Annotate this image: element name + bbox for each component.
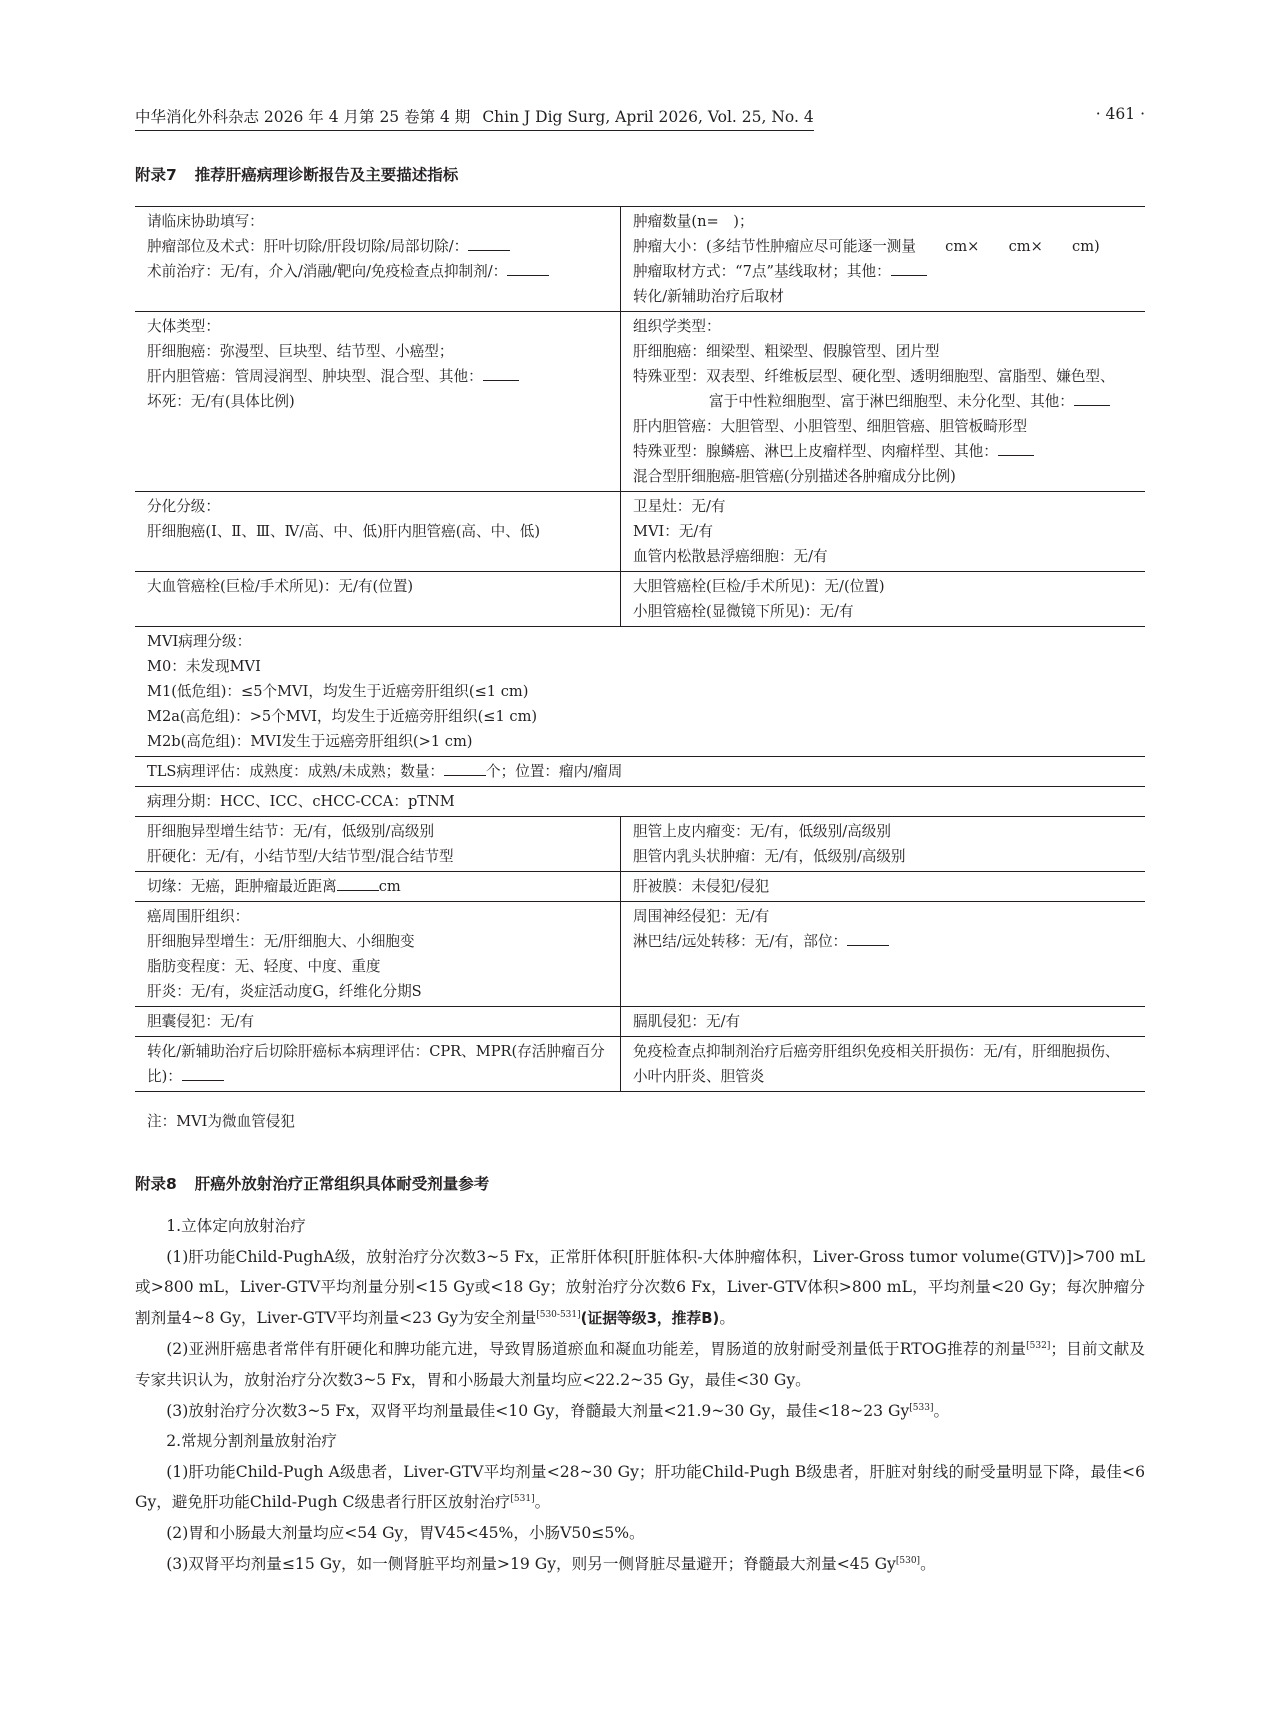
table-cell (135, 627, 1145, 757)
appendix8-title (135, 1172, 489, 1194)
cell-line: M0：未发现MVI (147, 658, 261, 675)
table-row (135, 312, 1145, 492)
cell-line: 转化/新辅助治疗后取材 (633, 288, 784, 305)
citation[interactable]: [530-531] (536, 1309, 581, 1320)
cell-line: 肿瘤部位及术式：肝叶切除/肝段切除/局部切除/： (147, 234, 608, 259)
subsection-heading: 1.立体定向放射治疗 (166, 1217, 306, 1235)
cell-line: 特殊亚型：腺鳞癌、淋巴上皮瘤样型、肉瘤样型、其他： (633, 439, 1133, 464)
table-cell (135, 902, 621, 1007)
cell-line: 大胆管癌栓(巨检/手术所见)：无/(位置) (633, 578, 885, 595)
appendix8-number: 附录8 (135, 1175, 177, 1193)
cell-line: M2a(高危组)：>5个MVI，均发生于近癌旁肝组织(≤1 cm) (147, 708, 538, 725)
cell-line: 肝内胆管癌：管周浸润型、肿块型、混合型、其他： (147, 364, 608, 389)
table-cell (621, 902, 1146, 1007)
cell-line: 请临床协助填写： (147, 213, 264, 230)
cell-line: 胆囊侵犯：无/有 (147, 1013, 255, 1030)
cell-line: 周围神经侵犯：无/有 (633, 908, 770, 925)
table-cell (621, 1007, 1146, 1037)
appendix8-body (135, 1211, 1145, 1579)
subsection-heading: 2.常规分割剂量放射治疗 (166, 1432, 338, 1451)
fill-blank[interactable] (1074, 391, 1110, 406)
table-row (135, 1037, 1145, 1092)
table-cell (621, 572, 1146, 627)
cell-line: 肿瘤数量(n= )； (633, 213, 754, 230)
paragraph: (1)肝功能Child-PughA级，放射治疗分次数3~5 Fx，正常肝体积[肝脏体积-大体肿瘤体积，Liver-Gross tumor volume(GTV)]>700 mL或>800 mL，Liver-GTV平均剂量分别<15 Gy或<18 Gy；放射治疗分次数6 Fx，Liver-GTV体积>800 mL，平均剂量<20 Gy；每次肿瘤分割剂量4~8 Gy，Liver-GTV平均剂量<23 Gy为安全剂量[530-531](证据等级3，推荐B)。 (135, 1247, 1145, 1327)
appendix7-number: 附录7 (135, 166, 177, 184)
table-row (135, 817, 1145, 872)
paragraph: (3)放射治疗分次数3~5 Fx，双肾平均剂量最佳<10 Gy，脊髓最大剂量<21.9~30 Gy，最佳<18~23 Gy[533]。 (166, 1401, 950, 1420)
table-row (135, 627, 1145, 757)
cell-line: 混合型肝细胞癌-胆管癌(分别描述各肿瘤成分比例) (633, 468, 956, 485)
table-cell (135, 312, 621, 492)
fill-blank[interactable] (337, 876, 379, 891)
appendix8-heading: 肝癌外放射治疗正常组织具体耐受剂量参考 (194, 1175, 490, 1193)
cell-line: 分化分级： (147, 498, 220, 515)
table-cell (135, 1037, 621, 1092)
cell-line: 胆管上皮内瘤变：无/有，低级别/高级别 (633, 823, 891, 840)
cell-line: 免疫检查点抑制剂治疗后癌旁肝组织免疫相关肝损伤：无/有，肝细胞损伤、小叶内肝炎、胆管炎 (633, 1043, 1120, 1085)
table-cell (135, 1007, 621, 1037)
citation[interactable]: [532] (1026, 1341, 1051, 1352)
table-row (135, 1007, 1145, 1037)
cell-line: 血管内松散悬浮癌细胞：无/有 (633, 548, 828, 565)
table-row (135, 492, 1145, 572)
table-note: 注：MVI为微血管侵犯 (147, 1113, 295, 1130)
cell-line: MVI病理分级： (147, 633, 252, 650)
cell-line: 肝炎：无/有，炎症活动度G，纤维化分期S (147, 983, 422, 1000)
cell-line: 肝细胞癌(Ⅰ、Ⅱ、Ⅲ、Ⅳ/高、中、低)肝内胆管癌(高、中、低) (147, 523, 541, 540)
cell-line: TLS病理评估：成熟度：成熟/未成熟；数量： 个；位置：瘤内/瘤周 (147, 763, 623, 780)
cell-line: 脂肪变程度：无、轻度、中度、重度 (147, 958, 381, 975)
cell-line: 膈肌侵犯：无/有 (633, 1013, 741, 1030)
cell-line: M1(低危组)：≤5个MVI，均发生于近癌旁肝组织(≤1 cm) (147, 683, 529, 700)
cell-line: 胆管内乳头状肿瘤：无/有，低级别/高级别 (633, 848, 906, 865)
pathology-report-table (135, 206, 1145, 1092)
cell-line: 肝细胞癌：弥漫型、巨块型、结节型、小癌型； (147, 343, 454, 360)
cell-line: 富于中性粒细胞型、富于淋巴细胞型、未分化型、其他： (633, 389, 1133, 414)
table-row (135, 902, 1145, 1007)
table-cell (621, 207, 1146, 312)
citation[interactable]: [530] (895, 1555, 921, 1566)
paragraph: (2)胃和小肠最大剂量均应<54 Gy，胃V45<45%，小肠V50≤5%。 (166, 1523, 645, 1542)
table-row (135, 207, 1145, 312)
table-cell (135, 572, 621, 627)
fill-blank[interactable] (847, 931, 889, 946)
cell-line: 肝硬化：无/有，小结节型/大结节型/混合结节型 (147, 848, 454, 865)
cell-line: 淋巴结/远处转移：无/有，部位： (633, 929, 1133, 954)
cell-line: 组织学类型： (633, 318, 721, 335)
cell-line: 肿瘤取材方式：“7点”基线取材；其他： (633, 259, 1133, 284)
cell-line: 肝细胞异型增生：无/肝细胞大、小细胞变 (147, 933, 415, 950)
table-cell (135, 207, 621, 312)
running-header (135, 105, 1145, 129)
paragraph: (3)双肾平均剂量≤15 Gy，如一侧肾脏平均剂量>19 Gy，则另一侧肾脏尽量避开；脊髓最大剂量<45 Gy[530]。 (166, 1554, 936, 1573)
cell-line: 肝内胆管癌：大胆管型、小胆管型、细胆管癌、胆管板畸形型 (633, 418, 1028, 435)
table-row (135, 787, 1145, 817)
fill-blank[interactable] (468, 236, 510, 251)
cell-line: 切缘：无癌，距肿瘤最近距离 cm (147, 878, 401, 895)
table-row (135, 872, 1145, 902)
cell-line: M2b(高危组)：MVI发生于远癌旁肝组织(>1 cm) (147, 733, 473, 750)
evidence-level: (证据等级3，推荐B) (580, 1309, 720, 1327)
fill-blank[interactable] (483, 366, 519, 381)
fill-blank[interactable] (444, 761, 486, 776)
cell-line: 大血管癌栓(巨检/手术所见)：无/有(位置) (147, 578, 414, 595)
journal-name-cn: 中华消化外科杂志 2026 年 4 月第 25 卷第 4 期 (135, 108, 471, 126)
cell-line: 肝被膜：未侵犯/侵犯 (633, 878, 770, 895)
cell-line: 转化/新辅助治疗后切除肝癌标本病理评估：CPR、MPR(存活肿瘤百分比)： (147, 1043, 605, 1085)
cell-line: 肝细胞癌：细梁型、粗梁型、假腺管型、团片型 (633, 343, 940, 360)
table-cell (621, 872, 1146, 902)
appendix7-title (135, 163, 458, 185)
cell-line: 大体类型： (147, 318, 220, 335)
table-cell (135, 787, 1145, 817)
table-cell (135, 757, 1145, 787)
cell-line: 术前治疗：无/有，介入/消融/靶向/免疫检查点抑制剂/： (147, 259, 608, 284)
table-cell (135, 872, 621, 902)
table-cell (621, 492, 1146, 572)
table-cell (621, 817, 1146, 872)
cell-line: 卫星灶：无/有 (633, 498, 726, 515)
cell-line: MVI：无/有 (633, 523, 713, 540)
fill-blank[interactable] (998, 441, 1034, 456)
fill-blank[interactable] (507, 261, 549, 276)
appendix7-heading: 推荐肝癌病理诊断报告及主要描述指标 (194, 166, 459, 184)
fill-blank[interactable] (891, 261, 927, 276)
page-number: · 461 · (1095, 105, 1145, 123)
cell-line: 特殊亚型：双表型、纤维板层型、硬化型、透明细胞型、富脂型、嫌色型、 (633, 368, 1115, 385)
paragraph: (2)亚洲肝癌患者常伴有肝硬化和脾功能亢进，导致胃肠道瘀血和凝血功能差，胃肠道的放射耐受剂量低于RTOG推荐的剂量[532]；目前文献及专家共识认为，放射治疗分次数3~5 Fx，胃和小肠最大剂量均应<22.2~35 Gy，最佳<30 Gy。 (135, 1340, 1145, 1389)
citation[interactable]: [531] (510, 1494, 535, 1505)
table-row (135, 757, 1145, 787)
fill-blank[interactable] (182, 1066, 224, 1081)
citation[interactable]: [533] (909, 1402, 934, 1413)
cell-line: 小胆管癌栓(显微镜下所见)：无/有 (633, 603, 854, 620)
cell-line: 癌周围肝组织： (147, 908, 250, 925)
journal-name-en: Chin J Dig Surg, April 2026, Vol. 25, No. 4 (482, 108, 814, 126)
journal-citation (135, 105, 814, 131)
cell-line: 坏死：无/有(具体比例) (147, 393, 295, 410)
table-cell (135, 492, 621, 572)
cell-line: 肝细胞异型增生结节：无/有，低级别/高级别 (147, 823, 435, 840)
table-cell (135, 817, 621, 872)
table-cell (621, 1037, 1146, 1092)
table-row (135, 572, 1145, 627)
cell-line: 病理分期：HCC、ICC、cHCC-CCA：pTNM (147, 793, 455, 810)
cell-line: 肿瘤大小：(多结节性肿瘤应尽可能逐一测量 cm× cm× cm) (633, 238, 1100, 255)
paragraph: (1)肝功能Child-Pugh A级患者，Liver-GTV平均剂量<28~30 Gy；肝功能Child-Pugh B级患者，肝脏对射线的耐受量明显下降，最佳<6 Gy，避免肝功能Child-Pugh C级患者行肝区放射治疗[531]。 (135, 1462, 1145, 1512)
table-cell (621, 312, 1146, 492)
